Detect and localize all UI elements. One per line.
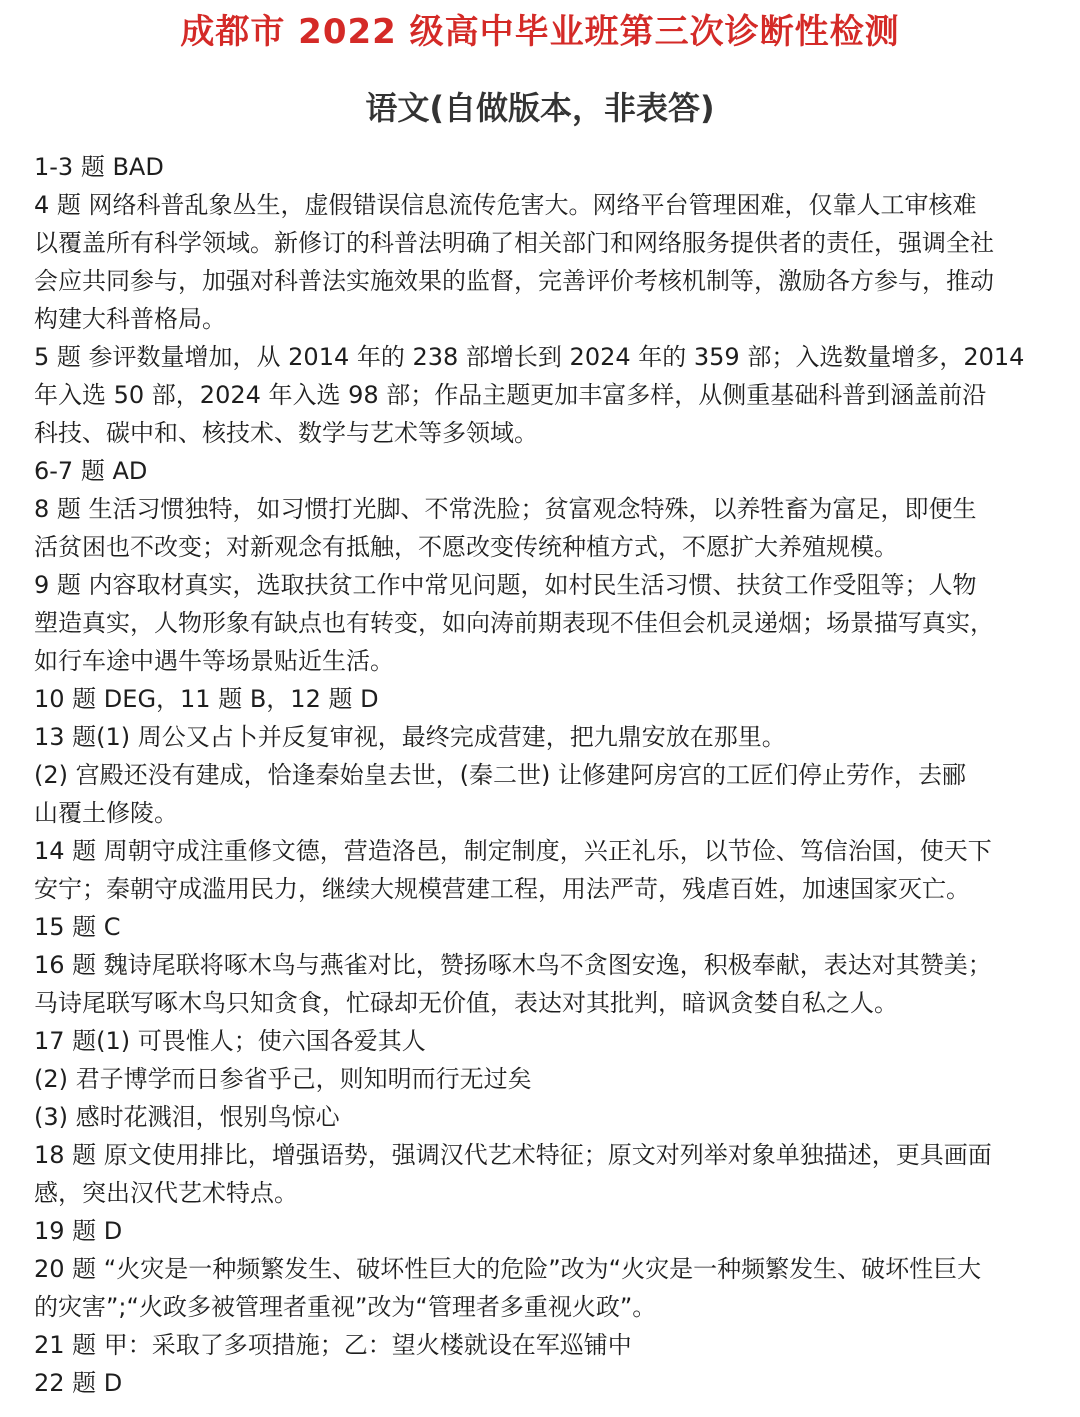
answer-line: 构建大科普格局。: [34, 305, 226, 333]
answer-line: 安宁；秦朝守成滥用民力，继续大规模营建工程，用法严苛，残虐百姓，加速国家灭亡。: [34, 875, 970, 903]
answer-line: 6-7 题 AD: [34, 457, 148, 485]
answer-line: 4 题 网络科普乱象丛生，虚假错误信息流传危害大。网络平台管理困难，仅靠人工审核难: [34, 191, 977, 219]
answer-line: 8 题 生活习惯独特，如习惯打光脚、不常洗脸；贫富观念特殊，以养牲畜为富足，即便生: [34, 495, 977, 523]
answer-line: 21 题 甲：采取了多项措施；乙：望火楼就设在军巡铺中: [34, 1331, 632, 1359]
answer-line: 15 题 C: [34, 913, 121, 941]
answer-line: 感，突出汉代艺术特点。: [34, 1179, 298, 1207]
answer-line: (3) 感时花溅泪，恨别鸟惊心: [34, 1103, 340, 1131]
answer-line: (2) 君子博学而日参省乎己，则知明而行无过矣: [34, 1065, 532, 1093]
answer-line: 年入选 50 部，2024 年入选 98 部；作品主题更加丰富多样，从侧重基础科普到涵盖前沿: [34, 381, 987, 409]
answer-line: 马诗尾联写啄木鸟只知贪食，忙碌却无价值，表达对其批判，暗讽贪婪自私之人。: [34, 989, 898, 1017]
answer-line: 活贫困也不改变；对新观念有抵触，不愿改变传统种植方式，不愿扩大养殖规模。: [34, 533, 898, 561]
answer-line: 5 题 参评数量增加，从 2014 年的 238 部增长到 2024 年的 359 部；入选数量增多，2014: [34, 343, 1025, 371]
answer-line: 14 题 周朝守成注重修文德，营造洛邑，制定制度，兴正礼乐，以节俭、笃信治国，使天下: [34, 837, 992, 865]
answer-line: (2) 宫殿还没有建成，恰逢秦始皇去世，(秦二世) 让修建阿房宫的工匠们停止劳作，去郦: [34, 761, 966, 789]
answer-line: 如行车途中遇牛等场景贴近生活。: [34, 647, 394, 675]
answer-line: 以覆盖所有科学领域。新修订的科普法明确了相关部门和网络服务提供者的责任，强调全社: [34, 229, 994, 257]
answer-line: 16 题 魏诗尾联将啄木鸟与燕雀对比，赞扬啄木鸟不贪图安逸，积极奉献，表达对其赞美；: [34, 951, 992, 979]
answer-line: 22 题 D: [34, 1369, 123, 1397]
answer-line: 13 题(1) 周公又占卜并反复审视，最终完成营建，把九鼎安放在那里。: [34, 723, 786, 751]
answer-content: [34, 148, 1052, 1402]
answer-line: 9 题 内容取材真实，选取扶贫工作中常见问题，如村民生活习惯、扶贫工作受阻等；人物: [34, 571, 977, 599]
answer-line: 18 题 原文使用排比，增强语势，强调汉代艺术特征；原文对列举对象单独描述，更具画面: [34, 1141, 992, 1169]
answer-line: 1-3 题 BAD: [34, 153, 164, 181]
answer-line: 科技、碳中和、核技术、数学与艺术等多领域。: [34, 419, 538, 447]
answer-line: 塑造真实，人物形象有缺点也有转变，如向涛前期表现不佳但会机灵递烟；场景描写真实，: [34, 609, 994, 637]
answer-line: 17 题(1) 可畏惟人；使六国各爱其人: [34, 1027, 426, 1055]
answer-line: 会应共同参与，加强对科普法实施效果的监督，完善评价考核机制等，激励各方参与，推动: [34, 267, 994, 295]
answer-line: 山覆土修陵。: [34, 799, 178, 827]
page-title: 成都市 2022 级高中毕业班第三次诊断性检测: [180, 12, 900, 52]
answer-line: 的灾害”;“火政多被管理者重视”改为“管理者多重视火政”。: [34, 1293, 657, 1321]
answer-line: 20 题 “火灾是一种频繁发生、破坏性巨大的危险”改为“火灾是一种频繁发生、破坏性巨大: [34, 1255, 982, 1283]
page-subtitle: 语文(自做版本，非表答): [365, 89, 715, 127]
answer-line: 19 题 D: [34, 1217, 123, 1245]
answer-line: 10 题 DEG，11 题 B，12 题 D: [34, 685, 379, 713]
